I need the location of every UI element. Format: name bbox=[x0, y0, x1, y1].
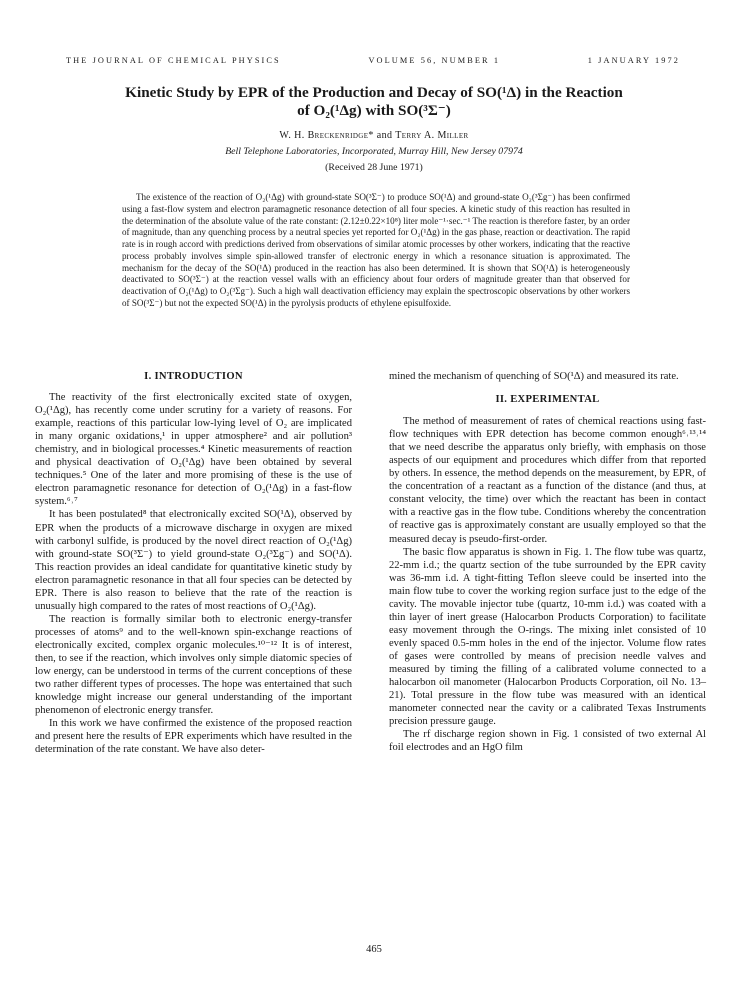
article-title bbox=[60, 84, 688, 120]
running-head bbox=[66, 56, 680, 65]
right-column bbox=[389, 370, 706, 754]
paragraph: The reactivity of the first electronically excited state of oxygen, O₂(¹Δg), has recently come under scrutiny for a variety of reasons. For example, reactions of this particular low-lying level of O₂ are implicated in many organic oxidations,¹ in upper atmosphere² and air pollution³ chemistry, and in biological processes.⁴ Kinetic measurements of reaction and physical deactivation of O₂(¹Δg) have been obtained by several techniques.⁵ One of the later and more promising of these is the use of electron paramagnetic resonance for detection of O₂(¹Δg) in a fast-flow system.⁶˒⁷ bbox=[35, 392, 352, 508]
paragraph: The rf discharge region shown in Fig. 1 consisted of two external Al foil electrodes and an HgO film bbox=[389, 729, 706, 754]
paragraph: The method of measurement of rates of chemical reactions using fast-flow techniques with EPR detection has become common enough⁶˒¹³˒¹⁴ that we need describe the apparatus only briefly, with emphasis on those aspects of our equipment and procedures which differ from that reported by others. In essence, the method depends on the measurement, by EPR, of the concentration of a reactant as a function of the distance (and thus, at constant velocity, the time) over which the reactant has been in contact with a reactive gas in the flow tube. Conditions whereby the concentration of reactive gas is approximately constant are usually employed so that the measured decay is pseudo-first-order. bbox=[389, 416, 706, 545]
volume-number: VOLUME 56, NUMBER 1 bbox=[368, 56, 501, 65]
paragraph: In this work we have confirmed the existence of the proposed reaction and present here the results of EPR experiments which have resulted in the determination of the rate constant. We have also deter- bbox=[35, 718, 352, 756]
abstract bbox=[122, 192, 630, 310]
paragraph: The reaction is formally similar both to electronic energy-transfer processes of atoms⁹ and to the well-known spin-exchange reactions of electronically excited, complex organic molecules.¹⁰⁻¹² It is of interest, then, to see if the reaction, which involves only simple diatomic species of low energy, can be understood in terms of the current conceptions of these two rather different types of processes. The hope was entertained that such knowledge might increase our general understanding of the important phenomenon of electronic energy transfer. bbox=[35, 613, 352, 717]
title-line-1: Kinetic Study by EPR of the Production and Decay of SO(¹Δ) in the Reaction bbox=[125, 84, 623, 101]
abstract-text: The existence of the reaction of O₂(¹Δg) with ground-state SO(³Σ⁻) to produce SO(¹Δ) and ground-state O₂(³Σg⁻) has been confirmed using a fast-flow system and electron paramagnetic resonance detection of all four species. A kinetic study of this reaction has resulted in the determination of the absolute value of the rate constant: (2.12±0.22×10⁸) liter mole⁻¹·sec.⁻¹ The reaction is therefore faster, by an order of magnitude, than any quenching process by a neutral species yet reported for O₂(¹Δg) in the gas phase, reaction or deactivation. The rapid rate is in rough accord with predictions derived from observations of similar atomic processes by other workers, indicating that the reactive process probably involves simple spin-allowed transfer of electronic energy in which a resonance situation is approximated. The mechanism for the decay of the SO(¹Δ) produced in the reaction has also been determined. It is shown that SO(¹Δ) is heterogeneously deactivated to SO(³Σ⁻) at the reaction vessel walls with an efficiency about four orders of magnitude greater than that observed for deactivation of O₂(¹Δg) to O₂(³Σg⁻). Such a high wall deactivation efficiency may explain the spectroscopic observations by other workers of SO(³Σ⁻) but not the expected SO(¹Δ) in the pyrolysis products of ethylene episulfoxide. bbox=[122, 192, 630, 308]
title-line-2: of O₂(¹Δg) with SO(³Σ⁻) bbox=[297, 102, 451, 119]
issue-date: 1 JANUARY 1972 bbox=[587, 56, 680, 65]
paragraph: The basic flow apparatus is shown in Fig. 1. The flow tube was quartz, 22-mm i.d.; the quartz section of the tube surrounded by the EPR cavity was 36-mm i.d. A tight-fitting Teflon sleeve could be inserted into the main flow tube to cover the working region surface just to the edge of the cavity. The movable injector tube (quartz, 10-mm i.d.) was coated with a thin layer of inert grease (Halocarbon Products Corporation) to facilitate easy movement through the O-rings. The mixing inlet consisted of 10 evenly spaced 0.5-mm holes in the end of the injector. Volume flow rates of gases were controlled by means of precision needle valves and measured by timing the filling of a calibrated volume connected to a halocarbon oil manometer (Halocarbon Products Corporation, oil No. 13–21). Total pressure in the flow tube was measured with an identical manometer connected near the cavity or a calibrated Texas Instruments precision pressure gauge. bbox=[389, 546, 706, 728]
author-conjunction: and bbox=[376, 130, 393, 141]
received-date: (Received 28 June 1971) bbox=[325, 162, 423, 173]
section-heading-experimental: II. EXPERIMENTAL bbox=[495, 394, 600, 406]
page-number: 465 bbox=[366, 944, 382, 955]
section-heading-introduction: I. INTRODUCTION bbox=[144, 371, 243, 382]
journal-name: THE JOURNAL OF CHEMICAL PHYSICS bbox=[66, 56, 281, 65]
authors bbox=[60, 130, 688, 141]
affiliation: Bell Telephone Laboratories, Incorporated, Murray Hill, New Jersey 07974 bbox=[225, 146, 523, 157]
author-1: W. H. Breckenridge* bbox=[279, 130, 374, 141]
left-column bbox=[35, 370, 352, 756]
paragraph-continued: mined the mechanism of quenching of SO(¹Δ) and measured its rate. bbox=[389, 371, 679, 382]
paragraph: It has been postulated⁸ that electronically excited SO(¹Δ), observed by EPR when the products of a microwave discharge in oxygen are mixed with carbonyl sulfide, is produced by the novel direct reaction of O₂(¹Δg) with ground-state SO(³Σ⁻) to yield ground-state O₂(³Σg⁻) and SO(¹Δ). This reaction provides an ideal candidate for quantitative kinetic study by electron paramagnetic resonance in that all four species can be detected by EPR. There is also reason to believe that the rate of the reaction is unusually high compared to the rates of most reactions of O₂(¹Δg). bbox=[35, 509, 352, 612]
author-2: Terry A. Miller bbox=[395, 130, 469, 141]
